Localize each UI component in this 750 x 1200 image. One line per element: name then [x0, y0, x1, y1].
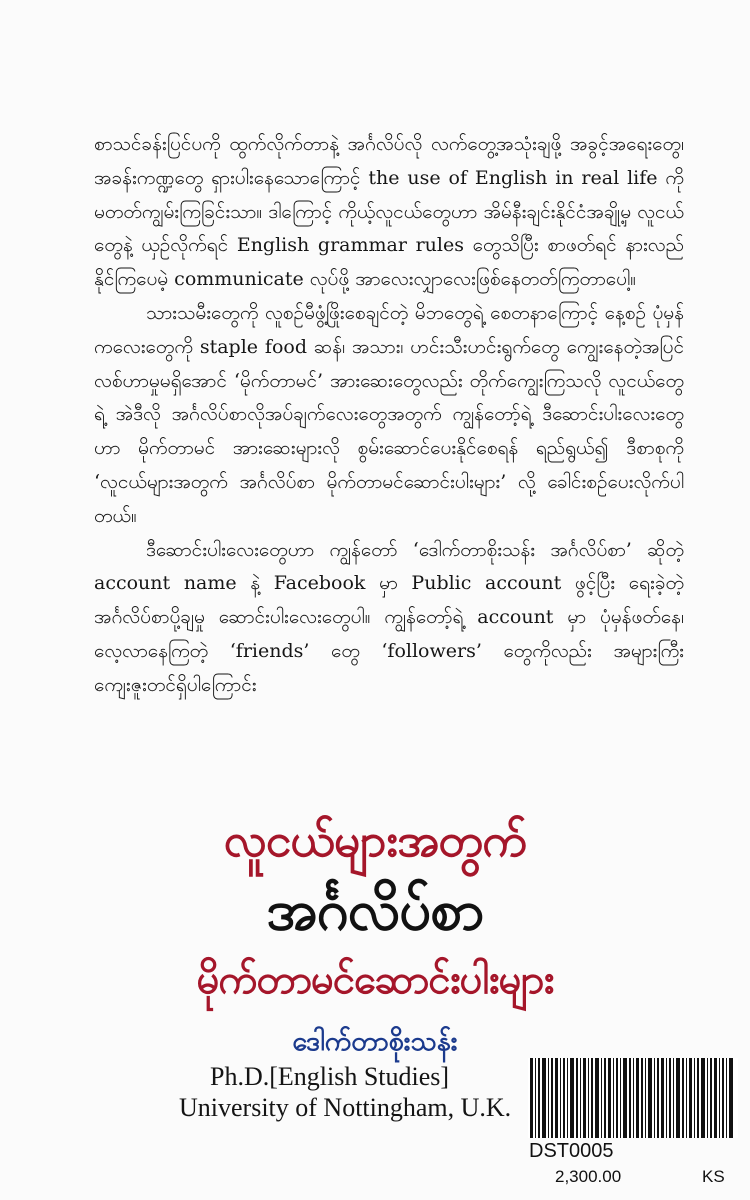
book-title-line-1: လူငယ်များအတွက် — [223, 813, 527, 867]
blurb-text — [94, 128, 684, 703]
book-title-line-3: မိုက်တာမင်ဆောင်းပါးများ — [196, 957, 554, 1003]
book-title-line-2: အင်္ဂလိပ်စာ — [266, 878, 484, 943]
book-price: 2,300.00 — [555, 1167, 622, 1186]
blurb-paragraph-1: စာသင်ခန်းပြင်ပကို ထွက်လိုက်တာနဲ့ အင်္ဂလိပ်လို လက်တွေ့အသုံးချဖို့ အခွင့်အရေးတွေ၊ အခန်းကဏ္ဍတွေ ရှားပါးနေသောကြောင့် the use of English in real life ကို မတတ်ကျွမ်းကြခြင်းသာ။ ဒါကြောင့် ကိုယ့်လူငယ်တွေဟာ အိမ်နီးချင်းနိုင်ငံအချို့မှ လူငယ်တွေနဲ့ ယှဉ်လိုက်ရင် English grammar rules တွေသိပြီး စာဖတ်ရင် နားလည်နိုင်ကြပေမဲ့ communicate လုပ်ဖို့ အာလေးလျှာလေးဖြစ်နေတတ်ကြတာပေါ့။ — [94, 133, 684, 291]
price-currency: KS — [702, 1167, 725, 1186]
book-code: DST0005 — [529, 1140, 614, 1162]
author-university: University of Nottingham, U.K. — [179, 1093, 512, 1122]
author-degree: Ph.D.[English Studies] — [210, 1062, 450, 1091]
blurb-paragraph-2: သားသမီးတွေကို လူစဉ်မီဖွံ့ဖြိုးစေချင်တဲ့ မိဘတွေရဲ့ စေတနာကြောင့် နေ့စဉ် ပုံမှန် ကလေးတွေကို staple food ဆန်၊ အသား၊ ဟင်းသီးဟင်းရွက်တွေ ကျွေးနေတဲ့အပြင် လစ်ဟာမှုမရှိအောင် ‘မိုက်တာမင်’ အားဆေးတွေလည်း တိုက်ကျွေးကြသလို လူငယ်တွေရဲ့ အဲဒီလို အင်္ဂလိပ်စာလိုအပ်ချက်လေးတွေအတွက် ကျွန်တော့်ရဲ့ ဒီဆောင်းပါးလေးတွေဟာ မိုက်တာမင် အားဆေးများလို စွမ်းဆောင်ပေးနိုင်စေရန် ရည်ရွယ်၍ ဒီစာစုကို ‘လူငယ်များအတွက် အင်္ဂလိပ်စာ မိုက်တာမင်ဆောင်းပါးများ’ လို့ ခေါင်းစဉ်ပေးလိုက်ပါတယ်။ — [94, 301, 684, 527]
blurb-paragraph-3: ဒီဆောင်းပါးလေးတွေဟာ ကျွန်တော် ‘ဒေါက်တာစိုးသန်း အင်္ဂလိပ်စာ’ ဆိုတဲ့ account name နဲ့ Facebook မှာ Public account ဖွင့်ပြီး ရေးခဲ့တဲ့ အင်္ဂလိပ်စာပို့ချမှု ဆောင်းပါးလေးတွေပါ။ ကျွန်တော့်ရဲ့ account မှာ ပုံမှန်ဖတ်နေ၊ လေ့လာနေကြတဲ့ ‘friends’ တွေ ‘followers’ တွေကိုလည်း အများကြီးကျေးဇူးတင်ရှိပါကြောင်း — [94, 538, 684, 696]
author-name: ဒေါက်တာစိုးသန်း — [292, 1026, 458, 1057]
barcode-icon — [528, 1058, 738, 1138]
